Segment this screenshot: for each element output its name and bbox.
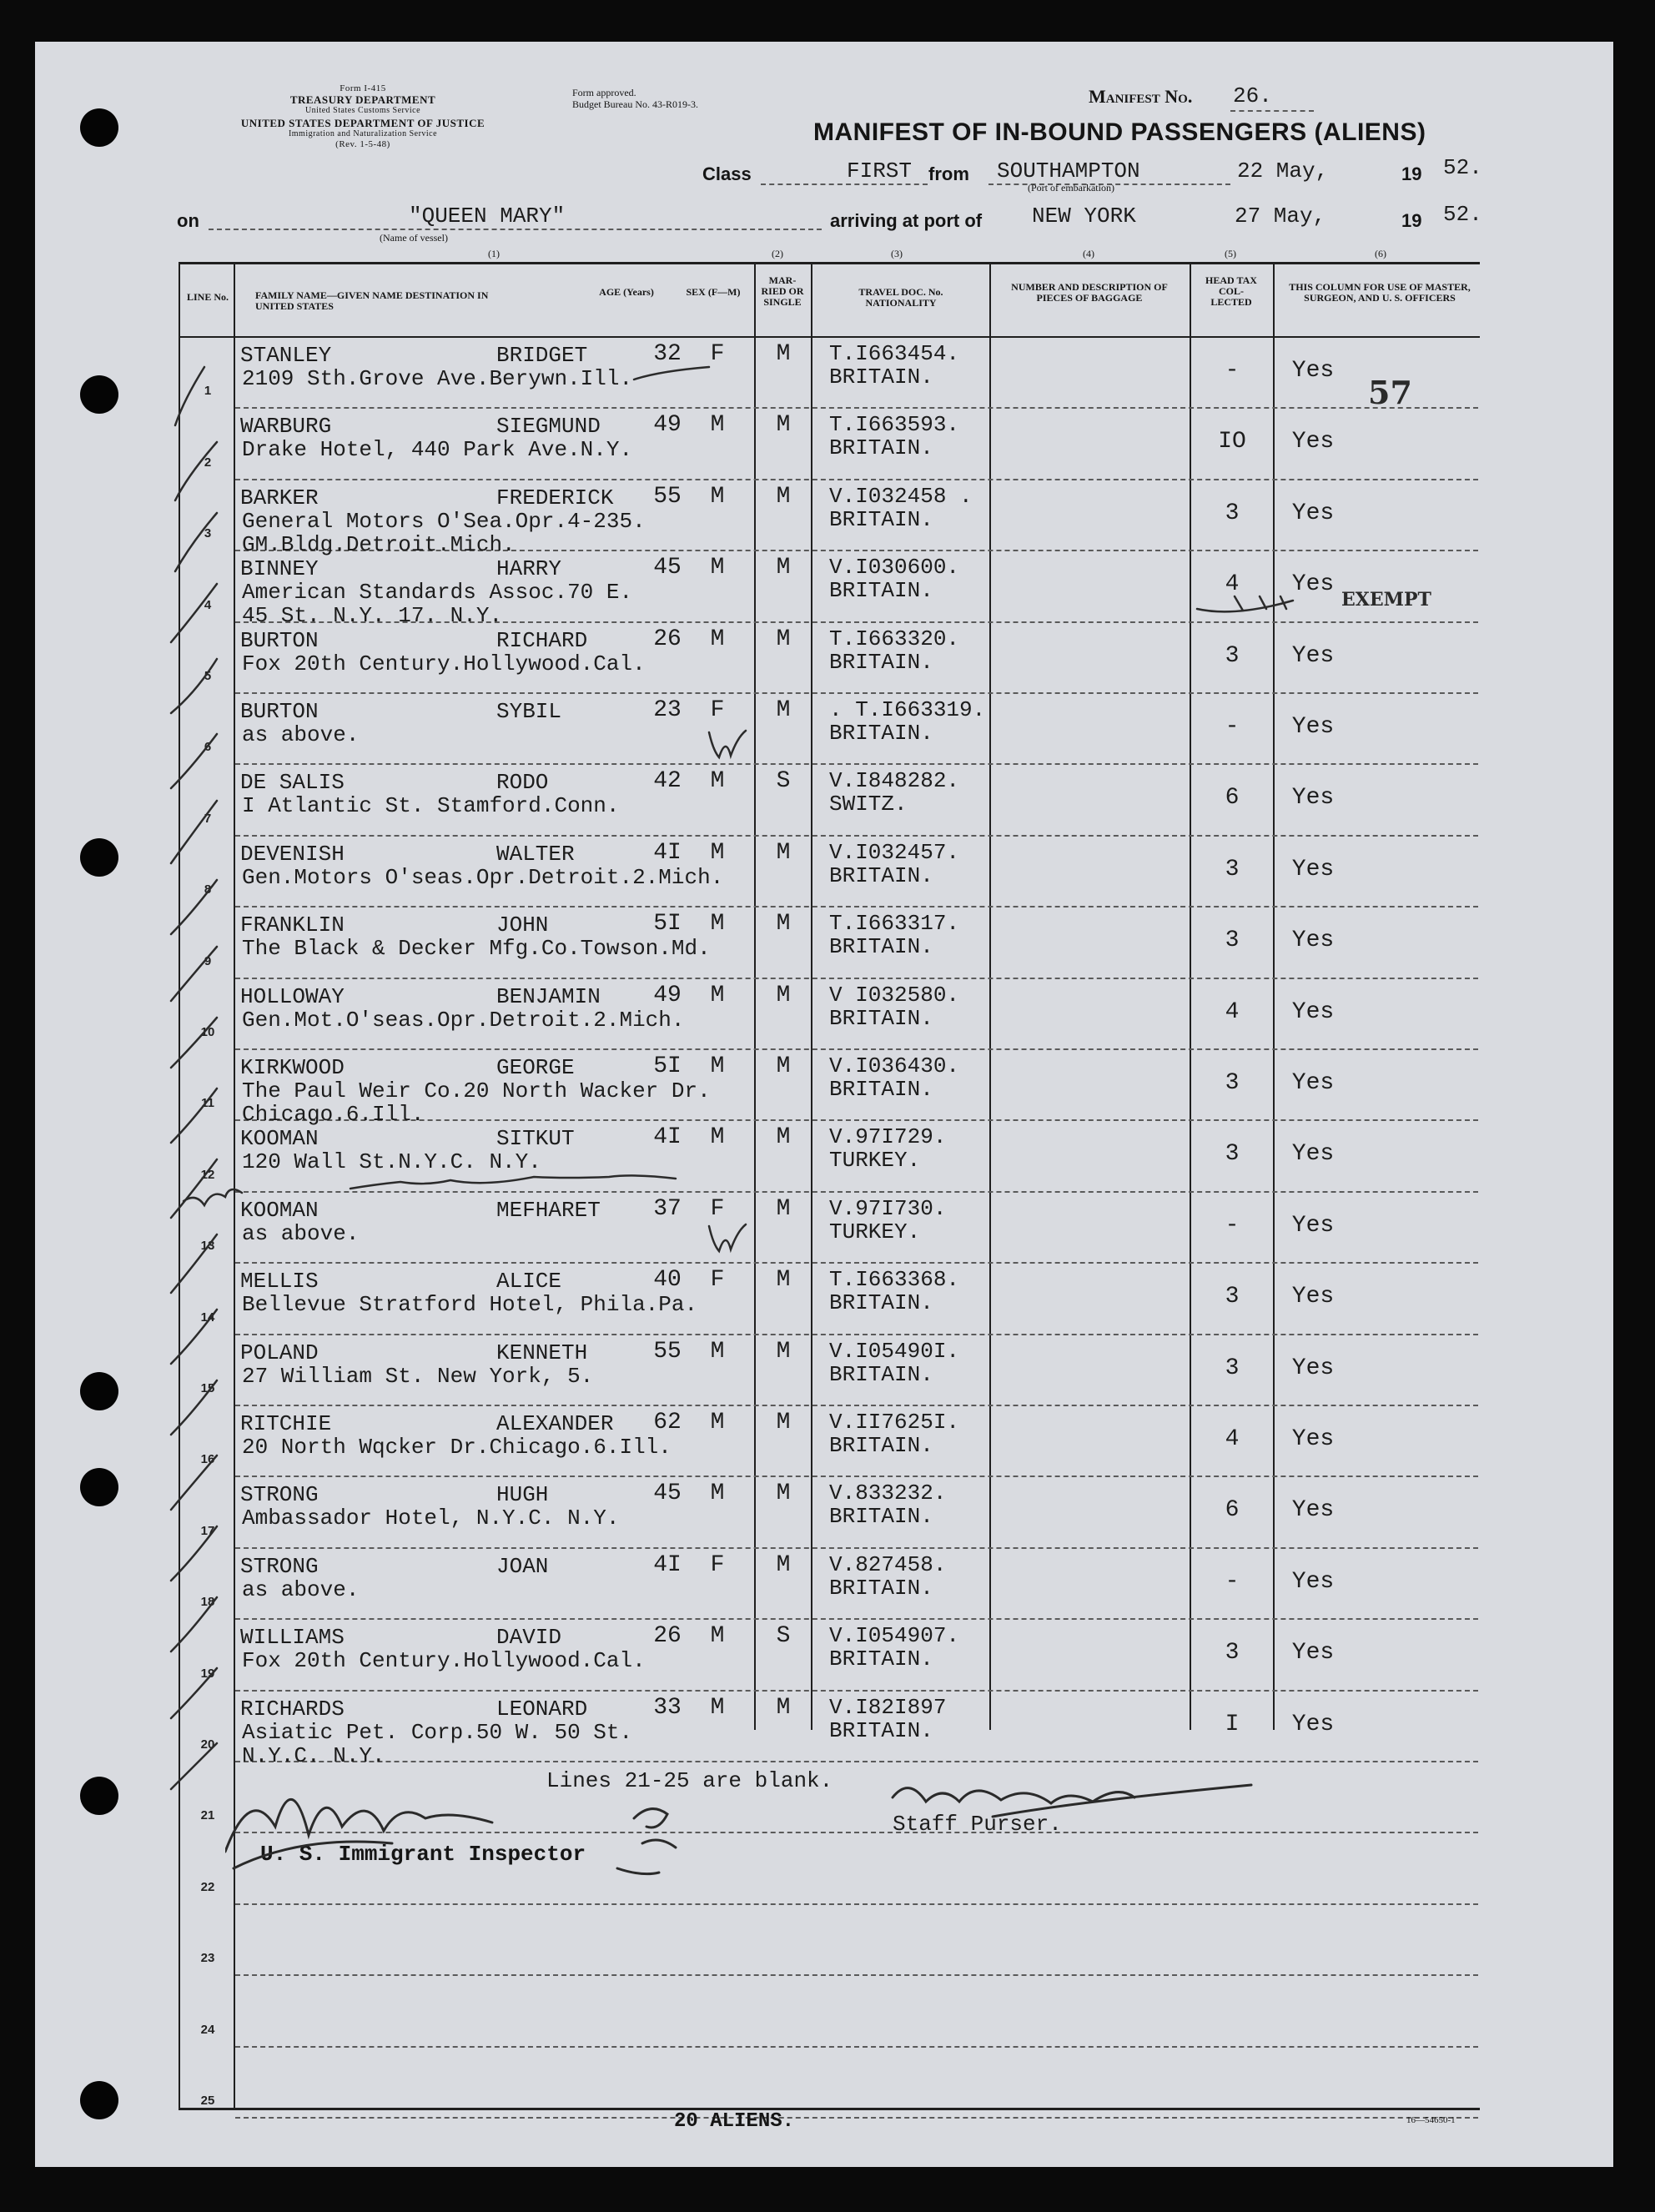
nationality: BRITAIN. (829, 1718, 933, 1743)
given-name: FREDERICK (496, 485, 614, 510)
baggage-count: 6 (1225, 1497, 1240, 1523)
line-number: 19 (200, 1667, 215, 1681)
line-number: 7 (204, 812, 212, 826)
sex: M (710, 484, 725, 510)
sex: M (710, 626, 725, 652)
sex: F (710, 697, 725, 723)
head-tax: Yes (1291, 714, 1335, 740)
family-name: KIRKWOOD (240, 1055, 345, 1080)
family-name: STRONG (240, 1482, 319, 1507)
col-num-2: (2) (772, 248, 783, 259)
travel-doc-no: T.I663320. (829, 626, 960, 651)
age: 45 (653, 555, 682, 581)
punch-hole (80, 1372, 118, 1410)
destination: as above. (242, 722, 360, 747)
marital-status: M (776, 1196, 791, 1222)
family-name: MELLIS (240, 1269, 319, 1294)
baggage-count: 3 (1225, 1070, 1240, 1096)
sex: M (710, 412, 725, 438)
destination: as above. (242, 1221, 360, 1246)
line-number: 22 (200, 1880, 215, 1894)
baggage-count: - (1225, 358, 1240, 384)
line-number: 24 (200, 2023, 215, 2037)
sex: F (710, 1552, 725, 1578)
family-name: RITCHIE (240, 1411, 332, 1436)
nationality: BRITAIN. (829, 1077, 933, 1102)
age: 49 (653, 412, 682, 438)
line-number: 25 (200, 2094, 215, 2108)
age: 40 (653, 1267, 682, 1293)
destination: The Paul Weir Co.20 North Wacker Dr. (242, 1078, 711, 1103)
travel-doc-no: V.I032458 . (829, 484, 973, 509)
punch-hole (80, 1468, 118, 1506)
given-name: WALTER (496, 842, 575, 867)
baggage-count: - (1225, 714, 1240, 740)
header-line-no: LINE No. (186, 291, 229, 303)
col-num-6: (6) (1375, 248, 1386, 259)
line-number: 6 (204, 740, 212, 754)
header-head-tax: HEAD TAX COL- LECTED (1205, 274, 1257, 308)
family-name: POLAND (240, 1340, 319, 1365)
family-name: STANLEY (240, 343, 332, 368)
col-num-4: (4) (1083, 248, 1094, 259)
punch-hole (80, 2081, 118, 2119)
family-name: DEVENISH (240, 842, 345, 867)
line-number: 21 (200, 1808, 215, 1822)
sex: M (710, 1339, 725, 1365)
nationality: BRITAIN. (829, 1504, 933, 1529)
destination-line2: N.Y.C. N.Y. (242, 1743, 385, 1768)
revision: (Rev. 1-5-48) (335, 139, 390, 149)
travel-doc-no: V.I030600. (829, 555, 960, 580)
sex: F (710, 341, 725, 367)
arrival-port: NEW YORK (1032, 204, 1136, 229)
marital-status: S (776, 1623, 791, 1649)
sex: M (710, 1623, 725, 1649)
marital-status: M (776, 983, 791, 1008)
exempt-stamp: EXEMPT (1341, 589, 1431, 611)
punch-hole (80, 375, 118, 414)
head-tax: Yes (1291, 1640, 1335, 1666)
head-tax: Yes (1291, 1712, 1335, 1737)
class-rule (761, 183, 928, 185)
staff-purser-label: Staff Purser. (893, 1812, 1062, 1837)
given-name: LEONARD (496, 1697, 588, 1722)
nationality: BRITAIN. (829, 578, 933, 603)
destination: American Standards Assoc.70 E. (242, 580, 633, 605)
nationality: BRITAIN. (829, 1006, 933, 1031)
embarkation-year-prefix: 19 (1401, 163, 1422, 184)
marital-status: M (776, 1339, 791, 1365)
given-name: SITKUT (496, 1126, 575, 1151)
age: 4I (653, 1552, 682, 1578)
nationality: BRITAIN. (829, 1646, 933, 1672)
given-name: SYBIL (496, 699, 562, 724)
marital-status: M (776, 697, 791, 723)
manifest-number-rule (1230, 110, 1314, 112)
destination: Bellevue Stratford Hotel, Phila.Pa. (242, 1292, 698, 1317)
marital-status: M (776, 1267, 791, 1293)
handwritten-check-marks (125, 334, 1460, 1818)
arrival-year: 52. (1443, 202, 1482, 227)
head-tax: Yes (1291, 1355, 1335, 1381)
destination: Gen.Motors O'seas.Opr.Detroit.2.Mich. (242, 865, 724, 890)
travel-doc-no: V.833232. (829, 1481, 947, 1506)
line-number: 14 (200, 1310, 215, 1325)
age: 62 (653, 1410, 682, 1435)
given-name: ALICE (496, 1269, 562, 1294)
marital-status: M (776, 626, 791, 652)
destination: 120 Wall St.N.Y.C. N.Y. (242, 1149, 541, 1174)
family-name: WILLIAMS (240, 1625, 345, 1650)
given-name: MEFHARET (496, 1198, 601, 1223)
form-number: Form I-415 (340, 83, 386, 93)
age: 37 (653, 1196, 682, 1222)
family-name: BARKER (240, 485, 319, 510)
travel-doc-no: V.II7625I. (829, 1410, 960, 1435)
marital-status: M (776, 1552, 791, 1578)
travel-doc-no: T.I663454. (829, 341, 960, 366)
budget-approval (572, 87, 698, 110)
header-officers: THIS COLUMN FOR USE OF MASTER, SURGEON, AND U. S. OFFICERS (1289, 281, 1471, 304)
travel-doc-no: V.I848282. (829, 768, 960, 793)
given-name: RICHARD (496, 628, 588, 653)
baggage-count: 3 (1225, 1284, 1240, 1310)
age: 26 (653, 626, 682, 652)
nationality: BRITAIN. (829, 721, 933, 746)
age: 23 (653, 697, 682, 723)
head-tax: Yes (1291, 1070, 1335, 1096)
destination: 20 North Wqcker Dr.Chicago.6.Ill. (242, 1435, 672, 1460)
destination-line2: Chicago.6.Ill. (242, 1102, 425, 1127)
age: 42 (653, 768, 682, 794)
destination: Gen.Mot.O'seas.Opr.Detroit.2.Mich. (242, 1008, 685, 1033)
given-name: JOAN (496, 1554, 549, 1579)
family-name: RICHARDS (240, 1697, 345, 1722)
row-separator (235, 2117, 1478, 2119)
marital-status: M (776, 412, 791, 438)
travel-doc-no: V.827458. (829, 1552, 947, 1577)
age: 4I (653, 840, 682, 866)
travel-doc-no: T.I663368. (829, 1267, 960, 1292)
sex: M (710, 983, 725, 1008)
given-name: DAVID (496, 1625, 562, 1650)
nationality: BRITAIN. (829, 934, 933, 959)
nationality: BRITAIN. (829, 650, 933, 675)
col-num-5: (5) (1225, 248, 1236, 259)
head-tax: Yes (1291, 857, 1335, 882)
sex: M (710, 911, 725, 937)
marital-status: M (776, 555, 791, 581)
form-identification (175, 83, 551, 150)
travel-doc-no: V.I05490I. (829, 1339, 960, 1364)
nationality: BRITAIN. (829, 435, 933, 460)
nationality: BRITAIN. (829, 1362, 933, 1387)
age: 45 (653, 1481, 682, 1506)
from-label: from (928, 163, 969, 184)
baggage-count: 3 (1225, 1640, 1240, 1666)
age: 5I (653, 911, 682, 937)
vessel-rule (209, 229, 822, 230)
travel-doc-no: V.I054907. (829, 1623, 960, 1648)
destination: Drake Hotel, 440 Park Ave.N.Y. (242, 437, 633, 462)
header-sex: SEX (F—M) (686, 286, 741, 298)
marital-status: M (776, 1410, 791, 1435)
manifest-number-label: Manifest No. (1089, 86, 1193, 107)
blank-lines-note: Lines 21-25 are blank. (546, 1768, 833, 1793)
baggage-count: 3 (1225, 500, 1240, 526)
header-married: MAR- RIED OR SINGLE (761, 274, 804, 308)
line-number: 1 (204, 384, 212, 398)
baggage-count: 3 (1225, 928, 1240, 953)
family-name: STRONG (240, 1554, 319, 1579)
nationality: BRITAIN. (829, 364, 933, 390)
port-caption: (Port of embarkation) (1028, 182, 1114, 194)
age: 55 (653, 484, 682, 510)
destination: 2109 Sth.Grove Ave.Berywn.Ill. (242, 366, 633, 391)
nationality: TURKEY. (829, 1219, 921, 1244)
baggage-count: 3 (1225, 1355, 1240, 1381)
arrival-date: 27 May, (1235, 204, 1326, 229)
sex: F (710, 1267, 725, 1293)
head-tax: Yes (1291, 1497, 1335, 1523)
line-number: 12 (200, 1168, 215, 1182)
line-number: 17 (200, 1524, 215, 1538)
nationality: TURKEY. (829, 1148, 921, 1173)
head-tax: Yes (1291, 1569, 1335, 1595)
punch-hole (80, 108, 118, 147)
destination: Asiatic Pet. Corp.50 W. 50 St. (242, 1720, 633, 1745)
line-number: 13 (200, 1239, 215, 1253)
baggage-count: IO (1218, 429, 1246, 455)
justice-department: UNITED STATES DEPARTMENT OF JUSTICE (240, 117, 485, 129)
given-name: HUGH (496, 1482, 549, 1507)
destination: as above. (242, 1577, 360, 1602)
line-number: 10 (200, 1025, 215, 1039)
head-tax: Yes (1291, 500, 1335, 526)
destination: General Motors O'Sea.Opr.4-235. (242, 509, 646, 534)
given-name: ALEXANDER (496, 1411, 614, 1436)
family-name: FRANKLIN (240, 912, 345, 938)
travel-doc-no: V.97I730. (829, 1196, 947, 1221)
baggage-count: 3 (1225, 857, 1240, 882)
head-tax: Yes (1291, 429, 1335, 455)
line-number: 16 (200, 1452, 215, 1466)
head-tax: Yes (1291, 999, 1335, 1025)
punch-hole (80, 1777, 118, 1815)
treasury-department: TREASURY DEPARTMENT (289, 93, 436, 106)
manifest-number: 26. (1233, 83, 1272, 108)
line-number: 4 (204, 598, 212, 612)
officer-number-57: 57 (1368, 374, 1412, 411)
marital-status: M (776, 911, 791, 937)
destination: Fox 20th Century.Hollywood.Cal. (242, 1648, 646, 1673)
sex: M (710, 768, 725, 794)
nationality: BRITAIN. (829, 1576, 933, 1601)
nationality: SWITZ. (829, 792, 908, 817)
destination: Ambassador Hotel, N.Y.C. N.Y. (242, 1506, 620, 1531)
baggage-count: 4 (1225, 571, 1240, 597)
table-top-rule (179, 262, 1480, 264)
punch-hole (80, 838, 118, 877)
travel-doc-no: V.I032457. (829, 840, 960, 865)
destination-line2: GM.Bldg.Detroit.Mich. (242, 532, 516, 557)
embarkation-date: 22 May, (1237, 158, 1329, 183)
sex: M (710, 1481, 725, 1506)
marital-status: M (776, 484, 791, 510)
travel-doc-no: V.97I729. (829, 1124, 947, 1149)
nationality: BRITAIN. (829, 1433, 933, 1458)
immigrant-inspector-label: U. S. Immigrant Inspector (260, 1842, 586, 1867)
sex: M (710, 840, 725, 866)
marital-status: M (776, 1053, 791, 1079)
row-separator (235, 1903, 1478, 1905)
destination: 27 William St. New York, 5. (242, 1364, 594, 1389)
head-tax: Yes (1291, 358, 1335, 384)
vessel-name: "QUEEN MARY" (409, 204, 566, 229)
family-name: BURTON (240, 699, 319, 724)
head-tax: Yes (1291, 1213, 1335, 1239)
line-number: 23 (200, 1951, 215, 1965)
arriving-label: arriving at port of (830, 210, 983, 231)
header-travel-doc: TRAVEL DOC. No. NATIONALITY (858, 286, 943, 309)
total-aliens: 20 ALIENS. (674, 2110, 795, 2133)
line-number: 15 (200, 1381, 215, 1395)
family-name: BURTON (240, 628, 319, 653)
head-tax: Yes (1291, 571, 1335, 597)
row-separator (235, 1974, 1478, 1976)
destination: The Black & Decker Mfg.Co.Towson.Md. (242, 936, 711, 961)
line-number: 11 (201, 1096, 214, 1110)
family-name: WARBURG (240, 414, 332, 439)
baggage-count: 6 (1225, 785, 1240, 811)
head-tax: Yes (1291, 1426, 1335, 1452)
travel-doc-no: V I032580. (829, 983, 960, 1008)
nationality: BRITAIN. (829, 1290, 933, 1315)
budget-bureau-no: Budget Bureau No. 43-R019-3. (572, 98, 698, 110)
given-name: KENNETH (496, 1340, 588, 1365)
given-name: RODO (496, 770, 549, 795)
col-num-3: (3) (891, 248, 903, 259)
class-value: FIRST (847, 158, 913, 183)
baggage-count: 4 (1225, 1426, 1240, 1452)
marital-status: M (776, 840, 791, 866)
age: 32 (653, 341, 682, 367)
line-number: 9 (204, 954, 212, 968)
travel-doc-no: T.I663593. (829, 412, 960, 437)
age: 26 (653, 1623, 682, 1649)
given-name: BENJAMIN (496, 984, 601, 1009)
baggage-count: - (1225, 1213, 1240, 1239)
line-number: 18 (200, 1595, 215, 1609)
destination: Fox 20th Century.Hollywood.Cal. (242, 651, 646, 676)
sex: M (710, 1053, 725, 1079)
col-num-1: (1) (488, 248, 500, 259)
head-tax: Yes (1291, 1284, 1335, 1310)
age: 4I (653, 1124, 682, 1150)
given-name: JOHN (496, 912, 549, 938)
signatures (225, 1752, 1268, 1885)
given-name: GEORGE (496, 1055, 575, 1080)
arrival-year-prefix: 19 (1401, 210, 1422, 231)
age: 49 (653, 983, 682, 1008)
destination: I Atlantic St. Stamford.Conn. (242, 793, 620, 818)
given-name: SIEGMUND (496, 414, 601, 439)
age: 33 (653, 1695, 682, 1721)
marital-status: M (776, 1695, 791, 1721)
class-label: Class (702, 163, 752, 184)
on-label: on (177, 210, 199, 231)
line-number: 8 (204, 882, 212, 897)
sex: M (710, 1410, 725, 1435)
family-name: BINNEY (240, 556, 319, 581)
baggage-count: 3 (1225, 1141, 1240, 1167)
sex: M (710, 1124, 725, 1150)
travel-doc-no: . T.I663319. (829, 697, 986, 722)
family-name: KOOMAN (240, 1126, 319, 1151)
line-number: 2 (204, 455, 212, 470)
marital-status: M (776, 1481, 791, 1506)
travel-doc-no: V.I036430. (829, 1053, 960, 1078)
nationality: BRITAIN. (829, 863, 933, 888)
head-tax: Yes (1291, 1141, 1335, 1167)
marital-status: M (776, 1124, 791, 1150)
sex: M (710, 1695, 725, 1721)
head-tax: Yes (1291, 643, 1335, 669)
line-number: 20 (200, 1737, 215, 1752)
travel-doc-no: T.I663317. (829, 911, 960, 936)
page-title: MANIFEST OF IN-BOUND PASSENGERS (ALIENS) (813, 118, 1426, 146)
customs-service: United States Customs Service (304, 106, 421, 115)
destination-line2: 45 St. N.Y. 17. N.Y. (242, 603, 503, 628)
nationality: BRITAIN. (829, 507, 933, 532)
row-separator (235, 2046, 1478, 2048)
line-number: 5 (204, 669, 212, 683)
marital-status: M (776, 341, 791, 367)
sex: M (710, 555, 725, 581)
embarkation-year: 52. (1443, 155, 1482, 180)
baggage-count: 3 (1225, 643, 1240, 669)
family-name: HOLLOWAY (240, 984, 345, 1009)
head-tax: Yes (1291, 928, 1335, 953)
port-of-embarkation: SOUTHAMPTON (997, 158, 1140, 183)
marital-status: S (776, 768, 791, 794)
immigration-service: Immigration and Naturalization Service (288, 129, 438, 138)
family-name: DE SALIS (240, 770, 345, 795)
table-bottom-rule (179, 2108, 1480, 2110)
header-age: AGE (Years) (599, 286, 654, 298)
age: 55 (653, 1339, 682, 1365)
head-tax: Yes (1291, 785, 1335, 811)
age: 5I (653, 1053, 682, 1079)
header-name-destination: FAMILY NAME—GIVEN NAME DESTINATION IN UNITED STATES (255, 289, 489, 312)
form-approved: Form approved. (572, 87, 636, 98)
sex: F (710, 1196, 725, 1222)
header-baggage: NUMBER AND DESCRIPTION OF PIECES OF BAGGAGE (1011, 281, 1168, 304)
form-code: 16—54650-1 (1406, 2115, 1456, 2125)
baggage-count: - (1225, 1569, 1240, 1595)
travel-doc-no: V.I82I897 (829, 1695, 947, 1720)
baggage-count: I (1225, 1712, 1240, 1737)
given-name: BRIDGET (496, 343, 588, 368)
line-number: 3 (204, 526, 212, 540)
given-name: HARRY (496, 556, 562, 581)
family-name: KOOMAN (240, 1198, 319, 1223)
baggage-count: 4 (1225, 999, 1240, 1025)
vessel-caption: (Name of vessel) (380, 232, 448, 244)
